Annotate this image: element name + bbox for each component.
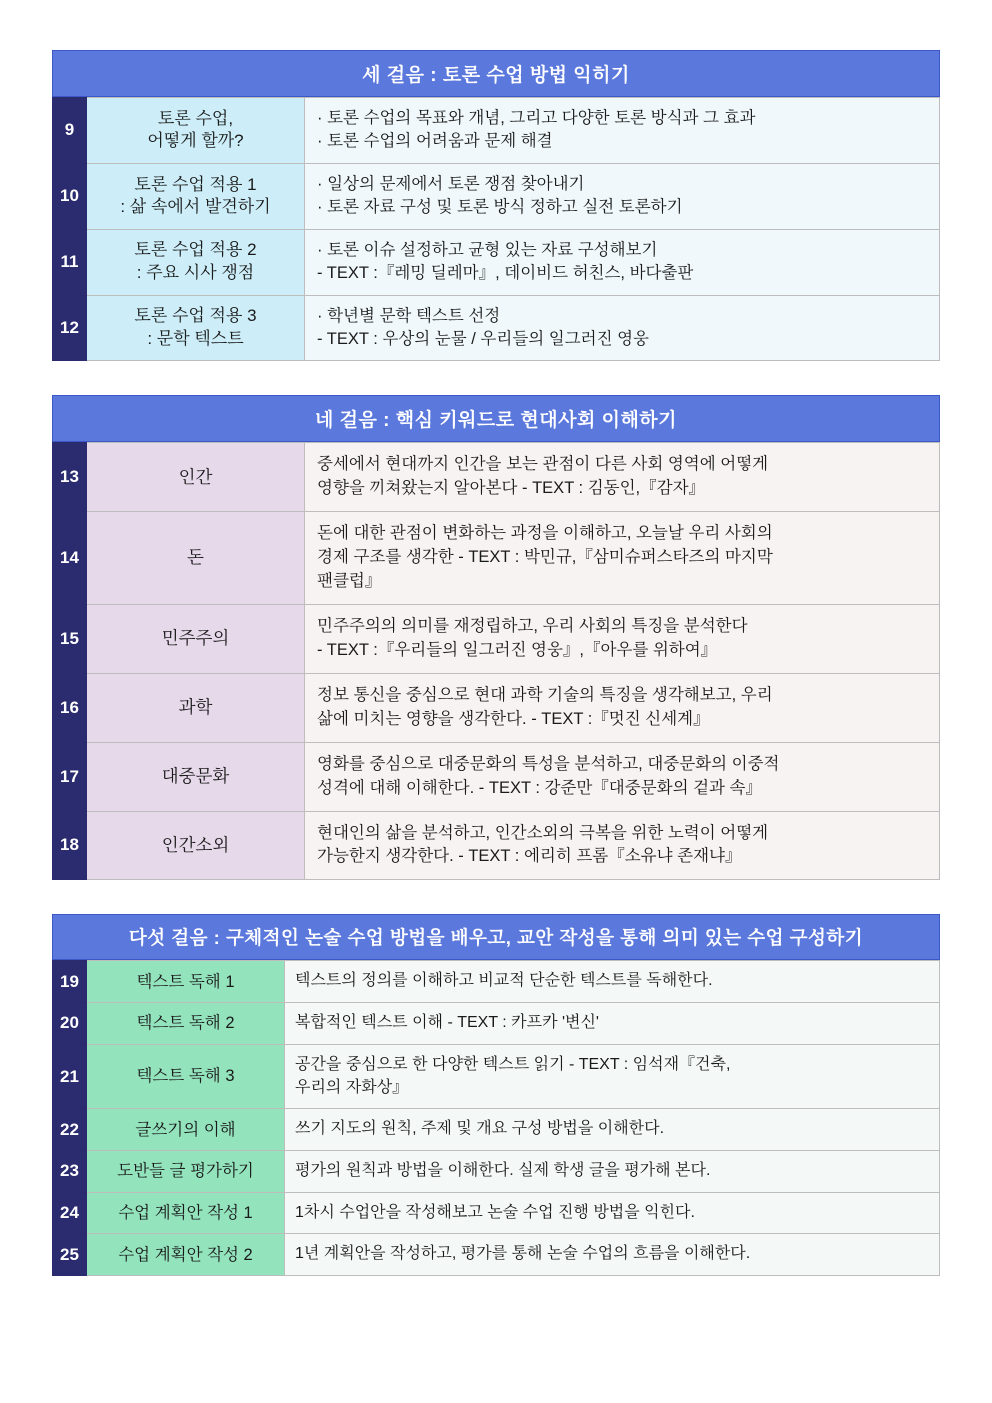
row-number: 17: [53, 742, 87, 811]
section-header: 네 걸음 : 핵심 키워드로 현대사회 이해하기: [52, 395, 940, 442]
table-row: [53, 673, 940, 742]
row-topic: [87, 163, 305, 229]
row-number: 24: [53, 1192, 87, 1234]
table-row: [53, 1044, 940, 1108]
table-row: [53, 295, 940, 361]
row-number: 16: [53, 673, 87, 742]
detail-line: 평가의 원칙과 방법을 이해한다. 실제 학생 글을 평가해 본다.: [295, 1161, 711, 1179]
row-topic: 대중문화: [87, 742, 305, 811]
row-number: 23: [53, 1150, 87, 1192]
detail-line: · 학년별 문학 텍스트 선정: [317, 306, 501, 325]
row-detail: [305, 811, 940, 880]
row-topic: 텍스트 독해 3: [87, 1044, 285, 1108]
section-four-steps: [52, 395, 940, 880]
detail-line: 영향을 끼쳐왔는지 알아본다 - TEXT : 김동인,『감자』: [317, 479, 706, 498]
topic-line: : 문학 텍스트: [147, 328, 244, 348]
row-number: 15: [53, 604, 87, 673]
table-row: [53, 1109, 940, 1151]
table-row: [53, 1003, 940, 1045]
table-row: [53, 961, 940, 1003]
row-detail: [285, 961, 940, 1003]
topic-line: 토론 수업 적용 2: [134, 240, 257, 260]
row-detail: [305, 512, 940, 605]
row-detail: [285, 1003, 940, 1045]
detail-line: 1차시 수업안을 작성해보고 논술 수업 진행 방법을 익힌다.: [295, 1203, 695, 1221]
detail-line: 성격에 대해 이해한다. - TEXT : 강준만『대중문화의 겉과 속』: [317, 778, 762, 797]
row-number: 25: [53, 1234, 87, 1276]
table-row: [53, 443, 940, 512]
detail-line: 팬클럽』: [317, 572, 382, 591]
table-row: [53, 98, 940, 164]
topic-line: 어떻게 할까?: [147, 131, 244, 151]
row-detail: [285, 1192, 940, 1234]
detail-line: · 토론 수업의 목표와 개념, 그리고 다양한 토론 방식과 그 효과: [317, 109, 756, 127]
detail-line: · 토론 수업의 어려움과 문제 해결: [317, 132, 553, 151]
table-row: [53, 229, 940, 295]
row-number: 14: [53, 512, 87, 605]
row-topic: 텍스트 독해 1: [87, 961, 285, 1003]
detail-line: 1년 계획안을 작성하고, 평가를 통해 논술 수업의 흐름을 이해한다.: [295, 1245, 751, 1263]
row-number: 22: [53, 1109, 87, 1151]
row-topic: 민주주의: [87, 604, 305, 673]
row-number: 11: [53, 229, 87, 295]
detail-line: 정보 통신을 중심으로 현대 과학 기술의 특징을 생각해보고, 우리: [317, 685, 773, 704]
detail-line: 쓰기 지도의 원칙, 주제 및 개요 구성 방법을 이해한다.: [295, 1120, 665, 1138]
row-topic: 도반들 글 평가하기: [87, 1150, 285, 1192]
topic-line: 토론 수업 적용 1: [134, 174, 257, 194]
detail-line: 돈에 대한 관점이 변화하는 과정을 이해하고, 오늘날 우리 사회의: [317, 524, 773, 543]
detail-line: 민주주의의 의미를 재정립하고, 우리 사회의 특징을 분석한다: [317, 616, 748, 635]
row-detail: [285, 1234, 940, 1276]
row-number: 19: [53, 961, 87, 1003]
section-header: 다섯 걸음 : 구체적인 논술 수업 방법을 배우고, 교안 작성을 통해 의미 있는 수업 구성하기: [52, 914, 940, 960]
table-row: [53, 1192, 940, 1234]
row-topic: 수업 계획안 작성 1: [87, 1192, 285, 1234]
curriculum-table: [52, 442, 940, 880]
row-number: 21: [53, 1044, 87, 1108]
row-detail: [305, 229, 940, 295]
topic-line: : 주요 시사 쟁점: [136, 263, 255, 283]
detail-line: - TEXT :『레밍 딜레마』, 데이비드 허친스, 바다출판: [317, 264, 694, 283]
row-topic: 인간소외: [87, 811, 305, 880]
detail-line: 현대인의 삶을 분석하고, 인간소외의 극복을 위한 노력이 어떻게: [317, 823, 769, 842]
row-topic: 텍스트 독해 2: [87, 1003, 285, 1045]
detail-line: 텍스트의 정의를 이해하고 비교적 단순한 텍스트를 독해한다.: [295, 972, 713, 990]
topic-line: : 삶 속에서 발견하기: [120, 197, 271, 217]
detail-line: 영화를 중심으로 대중문화의 특성을 분석하고, 대중문화의 이중적: [317, 754, 780, 773]
row-detail: [305, 742, 940, 811]
detail-line: 공간을 중심으로 한 다양한 텍스트 읽기 - TEXT : 임석재『건축,: [295, 1055, 731, 1073]
row-topic: 수업 계획안 작성 2: [87, 1234, 285, 1276]
detail-line: 삶에 미치는 영향을 생각한다. - TEXT :『멋진 신세계』: [317, 709, 710, 728]
table-row: [53, 604, 940, 673]
row-topic: [87, 229, 305, 295]
detail-line: - TEXT :『우리들의 일그러진 영웅』,『아우를 위하여』: [317, 640, 718, 659]
table-row: [53, 811, 940, 880]
detail-line: · 일상의 문제에서 토론 쟁점 찾아내기: [317, 174, 585, 193]
row-number: 13: [53, 443, 87, 512]
row-detail: [305, 163, 940, 229]
topic-line: 토론 수업 적용 3: [134, 306, 257, 326]
row-number: 12: [53, 295, 87, 361]
row-topic: 인간: [87, 443, 305, 512]
section-five-steps: [52, 914, 940, 1276]
row-number: 20: [53, 1003, 87, 1045]
row-topic: 돈: [87, 512, 305, 605]
row-detail: [305, 98, 940, 164]
row-topic: 글쓰기의 이해: [87, 1109, 285, 1151]
row-detail: [305, 604, 940, 673]
row-detail: [305, 295, 940, 361]
row-detail: [305, 443, 940, 512]
row-detail: [285, 1044, 940, 1108]
table-row: [53, 1150, 940, 1192]
detail-line: 가능한지 생각한다. - TEXT : 에리히 프롬『소유냐 존재냐』: [317, 847, 742, 866]
row-detail: [285, 1150, 940, 1192]
table-row: [53, 512, 940, 605]
detail-line: 복합적인 텍스트 이해 - TEXT : 카프카 '변신': [295, 1014, 599, 1032]
section-three-steps: [52, 50, 940, 361]
detail-line: · 토론 이슈 설정하고 균형 있는 자료 구성해보기: [317, 240, 658, 259]
row-detail: [285, 1109, 940, 1151]
topic-line: 토론 수업,: [157, 108, 234, 128]
curriculum-table: [52, 97, 940, 361]
row-number: 18: [53, 811, 87, 880]
detail-line: 우리의 자화상』: [295, 1078, 409, 1096]
row-topic: 과학: [87, 673, 305, 742]
detail-line: 중세에서 현대까지 인간을 보는 관점이 다른 사회 영역에 어떻게: [317, 455, 769, 474]
row-number: 10: [53, 163, 87, 229]
section-header: 세 걸음 : 토론 수업 방법 익히기: [52, 50, 940, 97]
table-row: [53, 742, 940, 811]
detail-line: 경제 구조를 생각한 - TEXT : 박민규,『삼미슈퍼스타즈의 마지막: [317, 548, 773, 567]
row-topic: [87, 98, 305, 164]
row-number: 9: [53, 98, 87, 164]
detail-line: · 토론 자료 구성 및 토론 방식 정하고 실전 토론하기: [317, 198, 683, 217]
curriculum-table: [52, 960, 940, 1276]
row-detail: [305, 673, 940, 742]
row-topic: [87, 295, 305, 361]
table-row: [53, 1234, 940, 1276]
table-row: [53, 163, 940, 229]
detail-line: - TEXT : 우상의 눈물 / 우리들의 일그러진 영웅: [317, 329, 649, 348]
